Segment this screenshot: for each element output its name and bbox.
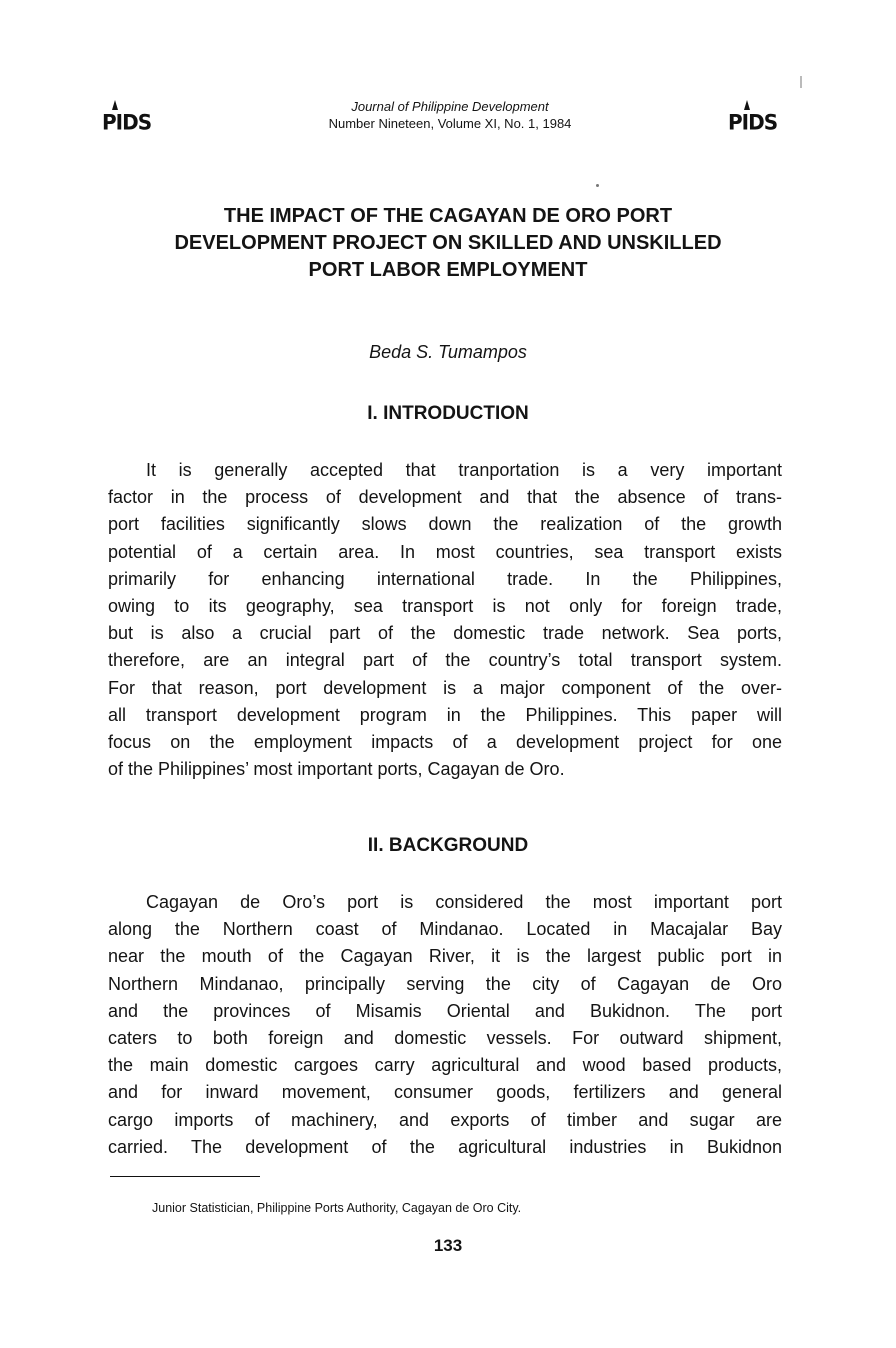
text-line: and the provinces of Misamis Oriental and Bukidnon. The port	[108, 1000, 782, 1021]
scan-mark	[800, 76, 802, 88]
footnote-divider	[110, 1176, 260, 1177]
page-number: 133	[433, 1236, 463, 1255]
title-line: DEVELOPMENT PROJECT ON SKILLED AND UNSKILLED	[174, 232, 722, 254]
journal-title: Journal of Philippine Development	[351, 99, 549, 114]
logo-text-left: PIDS	[102, 109, 152, 135]
pids-logo-left	[102, 100, 151, 134]
text-line: factor in the process of development and that the absence of trans-	[108, 487, 782, 508]
text-line: therefore, are an integral part of the country’s total transport system.	[108, 650, 782, 671]
background-paragraph	[108, 889, 782, 1161]
text-line: owing to its geography, sea transport is not only for foreign trade,	[108, 596, 782, 617]
text-line: the main domestic cargoes carry agricultural and wood based products,	[108, 1055, 782, 1076]
title-line: THE IMPACT OF THE CAGAYAN DE ORO PORT	[223, 205, 673, 227]
text-line: Northern Mindanao, principally serving the city of Cagayan de Oro	[108, 973, 782, 994]
introduction-paragraph	[108, 457, 782, 783]
pids-logo-right	[728, 100, 777, 134]
section-heading-background: II. BACKGROUND	[367, 835, 529, 856]
journal-header	[230, 98, 670, 132]
title-line: PORT LABOR EMPLOYMENT	[308, 259, 588, 281]
text-line: potential of a certain area. In most countries, sea transport exists	[108, 541, 782, 562]
text-line: For that reason, port development is a major component of the over-	[108, 677, 782, 698]
text-line: Cagayan de Oro’s port is considered the most important port	[146, 892, 782, 912]
text-line: It is generally accepted that tranportation is a very important	[146, 460, 782, 480]
text-line: primarily for enhancing international trade. In the Philippines,	[108, 568, 782, 589]
journal-issue: Number Nineteen, Volume XI, No. 1, 1984	[328, 116, 572, 131]
footnote: Junior Statistician, Philippine Ports Authority, Cagayan de Oro City.	[152, 1201, 522, 1215]
text-line: all transport development program in the Philippines. This paper will	[108, 704, 782, 725]
text-line: and for inward movement, consumer goods, fertilizers and general	[108, 1082, 782, 1103]
text-line: along the Northern coast of Mindanao. Located in Macajalar Bay	[108, 919, 782, 940]
text-line: cargo imports of machinery, and exports of timber and sugar are	[108, 1109, 782, 1130]
scan-speck	[596, 184, 599, 187]
text-line: caters to both foreign and domestic vessels. For outward shipment,	[108, 1028, 782, 1049]
logo-text-right: PIDS	[728, 109, 778, 135]
text-line: near the mouth of the Cagayan River, it is the largest public port in	[108, 946, 782, 967]
article-title	[100, 203, 796, 284]
text-line: of the Philippines’ most important ports, Cagayan de Oro.	[108, 759, 565, 780]
text-line: port facilities significantly slows down the realization of the growth	[108, 514, 782, 535]
text-line: carried. The development of the agricultural industries in Bukidnon	[108, 1136, 782, 1157]
author-name: Beda S. Tumampos	[369, 342, 527, 362]
text-line: focus on the employment impacts of a development project for one	[108, 732, 782, 753]
text-line: but is also a crucial part of the domestic trade network. Sea ports,	[108, 623, 782, 644]
section-heading-introduction: I. INTRODUCTION	[367, 403, 529, 424]
